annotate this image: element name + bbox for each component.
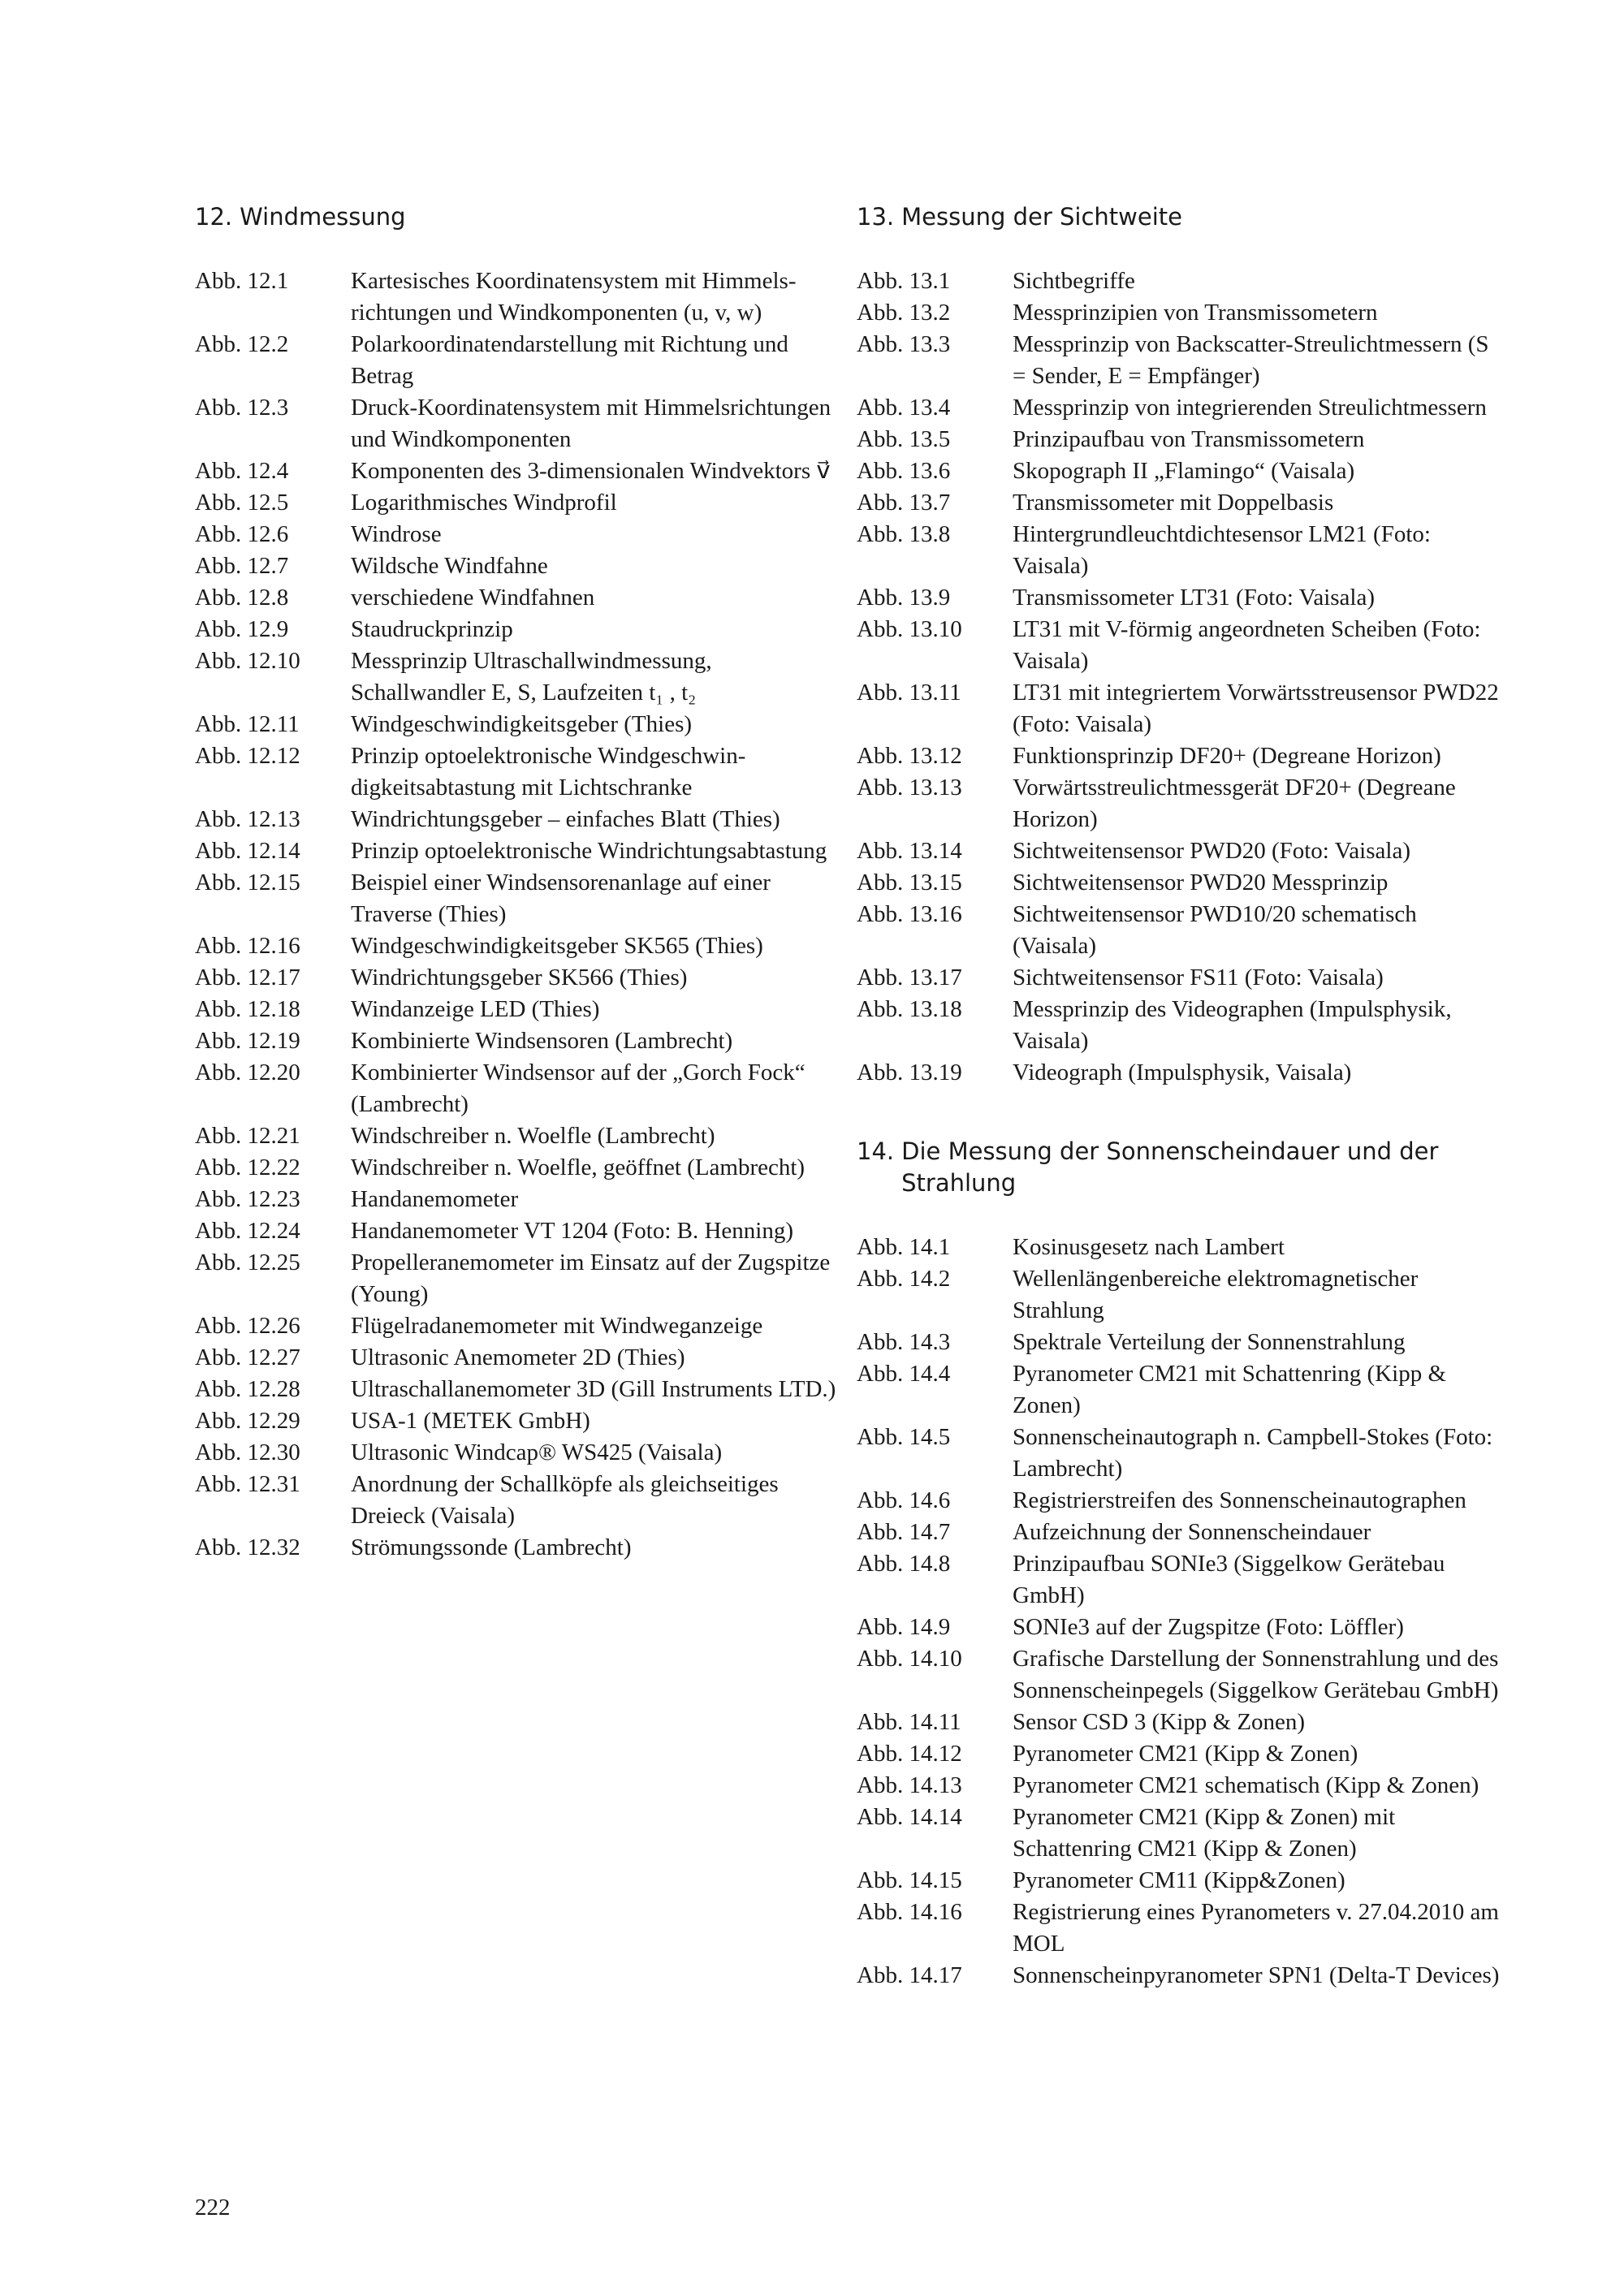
figure-number: Abb. 12.5 bbox=[195, 490, 289, 516]
figure-number: Abb. 12.12 bbox=[195, 743, 300, 769]
figure-number: Abb. 12.7 bbox=[195, 553, 289, 579]
figure-number: Abb. 13.15 bbox=[857, 870, 962, 896]
figure-number: Abb. 14.16 bbox=[857, 1899, 962, 1925]
figure-list-item bbox=[195, 519, 844, 550]
right-column bbox=[857, 201, 1506, 2039]
figure-caption: Ultrasonic Anemometer 2D (Thies) bbox=[351, 1344, 685, 1370]
figure-list-item bbox=[857, 677, 1506, 740]
figure-list-item bbox=[857, 835, 1506, 867]
figure-number: Abb. 13.7 bbox=[857, 490, 951, 516]
figure-number: Abb. 13.2 bbox=[857, 300, 951, 326]
figure-number: Abb. 12.16 bbox=[195, 933, 300, 959]
figure-list-item bbox=[857, 1422, 1506, 1485]
figure-caption: Sichtweitensensor PWD20 (Foto: Vaisala) bbox=[1013, 838, 1410, 864]
figure-caption: Sensor CSD 3 (Kipp & Zonen) bbox=[1013, 1709, 1306, 1735]
figure-list-item bbox=[857, 1548, 1506, 1612]
section-12 bbox=[195, 201, 844, 1564]
figure-number: Abb. 12.24 bbox=[195, 1218, 300, 1244]
figure-caption: Ultraschallanemometer 3D (Gill Instruments LTD.) bbox=[351, 1376, 836, 1402]
figure-list-item bbox=[195, 709, 844, 740]
figure-caption: Windgeschwindigkeitsgeber (Thies) bbox=[351, 711, 693, 737]
figure-number: Abb. 12.14 bbox=[195, 838, 300, 864]
figure-number: Abb. 14.12 bbox=[857, 1741, 962, 1767]
section-title: Die Messung der Sonnenscheindauer und der Strahlung bbox=[901, 1137, 1439, 1197]
figure-caption: Polarkoordinatendarstellung mit Richtung und Betrag bbox=[351, 331, 788, 389]
figure-number: Abb. 12.28 bbox=[195, 1376, 300, 1402]
figure-list-item bbox=[857, 1707, 1506, 1738]
figure-list-item bbox=[857, 582, 1506, 614]
figure-caption: Spektrale Verteilung der Sonnenstrahlung bbox=[1013, 1329, 1406, 1355]
figure-list-item bbox=[195, 1025, 844, 1057]
figure-number: Abb. 12.2 bbox=[195, 331, 289, 357]
section-heading bbox=[857, 1136, 1506, 1199]
figure-number: Abb. 12.23 bbox=[195, 1186, 300, 1212]
figure-list-item bbox=[195, 804, 844, 835]
figure-caption: Wellenlängenbereiche elektromagnetischer Strahlung bbox=[1013, 1266, 1419, 1323]
figure-list-item bbox=[195, 1215, 844, 1247]
figure-caption: Grafische Darstellung der Sonnenstrahlung und des Sonnenscheinpegels (Siggelkow Gerätebau GmbH) bbox=[1013, 1646, 1499, 1703]
figure-caption: Propelleranemometer im Einsatz auf der Zugspitze (Young) bbox=[351, 1249, 831, 1307]
figure-number: Abb. 12.22 bbox=[195, 1154, 300, 1180]
figure-caption: Vorwärtsstreulichtmessgerät DF20+ (Degreane Horizon) bbox=[1013, 775, 1456, 832]
figure-list-item bbox=[857, 614, 1506, 677]
figure-number: Abb. 12.10 bbox=[195, 648, 300, 674]
figure-number: Abb. 12.3 bbox=[195, 395, 289, 421]
figure-caption: Sichtweitensensor PWD10/20 schematisch (Vaisala) bbox=[1013, 901, 1417, 959]
figure-list-item bbox=[857, 487, 1506, 519]
figure-caption: Prinzipaufbau von Transmissometern bbox=[1013, 426, 1365, 452]
figure-caption: Windrichtungsgeber SK566 (Thies) bbox=[351, 965, 688, 990]
figure-caption: Messprinzipien von Transmissometern bbox=[1013, 300, 1378, 326]
figure-number: Abb. 12.4 bbox=[195, 458, 289, 484]
figure-number: Abb. 13.11 bbox=[857, 680, 961, 706]
figure-list-item bbox=[195, 265, 844, 329]
figure-list-item bbox=[857, 1358, 1506, 1422]
figure-caption: Messprinzip des Videographen (Impulsphysik, Vaisala) bbox=[1013, 996, 1452, 1054]
figure-list-item bbox=[857, 329, 1506, 392]
figure-list-item bbox=[857, 1232, 1506, 1263]
figure-number: Abb. 12.30 bbox=[195, 1439, 300, 1465]
figure-number: Abb. 14.1 bbox=[857, 1234, 951, 1260]
figure-number: Abb. 13.10 bbox=[857, 616, 962, 642]
figure-number: Abb. 13.17 bbox=[857, 965, 962, 990]
figure-caption: Windrose bbox=[351, 521, 442, 547]
figure-list-item bbox=[195, 329, 844, 392]
figure-number: Abb. 13.18 bbox=[857, 996, 962, 1022]
figure-list-item bbox=[857, 962, 1506, 994]
figure-list-item bbox=[195, 835, 844, 867]
figure-list-item bbox=[857, 867, 1506, 899]
figure-number: Abb. 14.8 bbox=[857, 1551, 951, 1577]
figure-number: Abb. 13.16 bbox=[857, 901, 962, 927]
figure-caption: Transmissometer LT31 (Foto: Vaisala) bbox=[1013, 585, 1376, 611]
figure-number: Abb. 14.14 bbox=[857, 1804, 962, 1830]
figure-list-item bbox=[195, 1057, 844, 1120]
figure-number: Abb. 14.3 bbox=[857, 1329, 951, 1355]
figure-number: Abb. 12.32 bbox=[195, 1534, 300, 1560]
figure-caption: Sichtweitensensor FS11 (Foto: Vaisala) bbox=[1013, 965, 1384, 990]
figure-caption: Flügelradanemometer mit Windweganzeige bbox=[351, 1313, 763, 1339]
figure-number: Abb. 14.17 bbox=[857, 1962, 962, 1988]
figure-list-item bbox=[857, 1770, 1506, 1802]
figure-list-item bbox=[857, 740, 1506, 772]
section-heading bbox=[857, 201, 1506, 233]
section-number: 12. bbox=[195, 203, 233, 231]
figure-list-item bbox=[195, 582, 844, 614]
figure-list-item bbox=[857, 1960, 1506, 1992]
figure-caption: LT31 mit integriertem Vorwärtsstreusensor PWD22 (Foto: Vaisala) bbox=[1013, 680, 1499, 737]
figure-caption: Prinzip optoelektronische Windrichtungsabtastung bbox=[351, 838, 827, 864]
section-number: 14. bbox=[857, 1137, 895, 1165]
figure-caption: SONIe3 auf der Zugspitze (Foto: Löffler) bbox=[1013, 1614, 1404, 1640]
section-14 bbox=[857, 1136, 1506, 1992]
figure-list-item bbox=[857, 1897, 1506, 1960]
figure-list-item bbox=[857, 1057, 1506, 1089]
left-column bbox=[195, 201, 844, 1611]
figure-list-item bbox=[857, 994, 1506, 1057]
figure-number: Abb. 14.9 bbox=[857, 1614, 951, 1640]
figure-caption: LT31 mit V-förmig angeordneten Scheiben (Foto: Vaisala) bbox=[1013, 616, 1481, 674]
figure-caption: Komponenten des 3-dimensionalen Windvektors v⃗ bbox=[351, 458, 831, 484]
section-title: Windmessung bbox=[240, 203, 406, 231]
figure-number: Abb. 12.27 bbox=[195, 1344, 300, 1370]
figure-caption: Messprinzip von integrierenden Streulichtmessern bbox=[1013, 395, 1487, 421]
figure-number: Abb. 14.10 bbox=[857, 1646, 962, 1672]
figure-list-item bbox=[195, 867, 844, 930]
figure-list-item bbox=[195, 1310, 844, 1342]
figure-number: Abb. 13.12 bbox=[857, 743, 962, 769]
figure-list-item bbox=[195, 1120, 844, 1152]
figure-list-item bbox=[857, 1643, 1506, 1707]
figure-number: Abb. 12.18 bbox=[195, 996, 300, 1022]
figure-number: Abb. 13.8 bbox=[857, 521, 951, 547]
figure-list-item bbox=[195, 1374, 844, 1405]
figure-caption: Aufzeichnung der Sonnenscheindauer bbox=[1013, 1519, 1371, 1545]
figure-list-item bbox=[857, 1327, 1506, 1358]
page-number: 222 bbox=[195, 2195, 231, 2220]
figure-number: Abb. 12.17 bbox=[195, 965, 300, 990]
figure-caption: Skopograph II „Flamingo“ (Vaisala) bbox=[1013, 458, 1355, 484]
figure-caption: Pyranometer CM21 (Kipp & Zonen) mit Schattenring CM21 (Kipp & Zonen) bbox=[1013, 1804, 1396, 1862]
figure-list-item bbox=[857, 455, 1506, 487]
figure-list-item bbox=[857, 1485, 1506, 1517]
figure-caption: Kosinusgesetz nach Lambert bbox=[1013, 1234, 1285, 1260]
figure-caption: Videograph (Impulsphysik, Vaisala) bbox=[1013, 1060, 1352, 1085]
figure-number: Abb. 12.21 bbox=[195, 1123, 300, 1149]
figure-caption: verschiedene Windfahnen bbox=[351, 585, 595, 611]
figure-number: Abb. 13.14 bbox=[857, 838, 962, 864]
figure-number: Abb. 12.13 bbox=[195, 806, 300, 832]
figure-list-item bbox=[195, 962, 844, 994]
figure-number: Abb. 14.13 bbox=[857, 1772, 962, 1798]
figure-number: Abb. 13.6 bbox=[857, 458, 951, 484]
figure-list-item bbox=[195, 614, 844, 645]
figure-list-item bbox=[857, 1802, 1506, 1865]
figure-caption: Sonnenscheinautograph n. Campbell-Stokes (Foto: Lambrecht) bbox=[1013, 1424, 1493, 1482]
section-number: 13. bbox=[857, 203, 895, 231]
figure-caption: Strömungssonde (Lambrecht) bbox=[351, 1534, 632, 1560]
figure-number: Abb. 12.25 bbox=[195, 1249, 300, 1275]
section-13 bbox=[857, 201, 1506, 1089]
section-heading bbox=[195, 201, 844, 233]
figure-number: Abb. 12.15 bbox=[195, 870, 300, 896]
figure-caption: Anordnung der Schallköpfe als gleichseitiges Dreieck (Vaisala) bbox=[351, 1471, 779, 1529]
figure-list-item bbox=[857, 424, 1506, 455]
figure-list-item bbox=[195, 455, 844, 487]
section-title: Messung der Sichtweite bbox=[901, 203, 1182, 231]
figure-list-item bbox=[195, 487, 844, 519]
figure-caption: Windrichtungsgeber – einfaches Blatt (Thies) bbox=[351, 806, 780, 832]
figure-caption: Windanzeige LED (Thies) bbox=[351, 996, 600, 1022]
figure-caption: Pyranometer CM21 schematisch (Kipp & Zonen) bbox=[1013, 1772, 1479, 1798]
figure-caption: Registrierstreifen des Sonnenscheinautographen bbox=[1013, 1487, 1466, 1513]
figure-caption: Windschreiber n. Woelfle (Lambrecht) bbox=[351, 1123, 715, 1149]
figure-number: Abb. 14.6 bbox=[857, 1487, 951, 1513]
figure-caption: Druck-Koordinatensystem mit Himmelsrichtungen und Windkomponenten bbox=[351, 395, 831, 452]
figure-number: Abb. 13.3 bbox=[857, 331, 951, 357]
figure-caption: Pyranometer CM11 (Kipp&Zonen) bbox=[1013, 1867, 1345, 1893]
figure-list-item bbox=[857, 297, 1506, 329]
figure-caption: Registrierung eines Pyranometers v. 27.04.2010 am MOL bbox=[1013, 1899, 1499, 1957]
figure-list-item bbox=[857, 265, 1506, 297]
figure-list-item bbox=[857, 519, 1506, 582]
figure-list-item bbox=[195, 1342, 844, 1374]
figure-number: Abb. 12.26 bbox=[195, 1313, 300, 1339]
figure-caption: Kombinierter Windsensor auf der „Gorch Fock“ (Lambrecht) bbox=[351, 1060, 806, 1117]
figure-list-item bbox=[195, 1152, 844, 1184]
figure-caption: Staudruckprinzip bbox=[351, 616, 513, 642]
figure-number: Abb. 14.7 bbox=[857, 1519, 951, 1545]
figure-caption: Prinzipaufbau SONIe3 (Siggelkow Gerätebau GmbH) bbox=[1013, 1551, 1445, 1608]
figure-list-item bbox=[857, 392, 1506, 424]
figure-list-item bbox=[857, 1738, 1506, 1770]
figure-caption: Messprinzip von Backscatter-Streulichtmessern (S = Sender, E = Empfänger) bbox=[1013, 331, 1489, 389]
figure-caption: Funktionsprinzip DF20+ (Degreane Horizon) bbox=[1013, 743, 1441, 769]
figure-number: Abb. 12.29 bbox=[195, 1408, 300, 1434]
figure-list-item bbox=[195, 392, 844, 455]
figure-number: Abb. 12.6 bbox=[195, 521, 289, 547]
figure-number: Abb. 13.1 bbox=[857, 268, 951, 294]
figure-list-item bbox=[195, 994, 844, 1025]
figure-list-item bbox=[195, 930, 844, 962]
figure-caption: Sonnenscheinpyranometer SPN1 (Delta-T Devices) bbox=[1013, 1962, 1500, 1988]
figure-number: Abb. 14.11 bbox=[857, 1709, 961, 1735]
figure-caption: Logarithmisches Windprofil bbox=[351, 490, 617, 516]
figure-list-item bbox=[195, 550, 844, 582]
figure-caption: Transmissometer mit Doppelbasis bbox=[1013, 490, 1334, 516]
figure-list-item bbox=[857, 899, 1506, 962]
figure-caption: Kartesisches Koordinatensystem mit Himmelsrichtungen und Windkomponenten (u, v, w) bbox=[351, 268, 797, 326]
figure-list-item bbox=[857, 772, 1506, 835]
figure-number: Abb. 12.9 bbox=[195, 616, 289, 642]
figure-number: Abb. 12.11 bbox=[195, 711, 300, 737]
figure-number: Abb. 13.9 bbox=[857, 585, 951, 611]
figure-caption: Windschreiber n. Woelfle, geöffnet (Lambrecht) bbox=[351, 1154, 806, 1180]
figure-list-item bbox=[857, 1517, 1506, 1548]
figure-caption: Handanemometer VT 1204 (Foto: B. Henning) bbox=[351, 1218, 794, 1244]
figure-caption: Kombinierte Windsensoren (Lambrecht) bbox=[351, 1028, 733, 1054]
figure-number: Abb. 14.2 bbox=[857, 1266, 951, 1292]
figure-number: Abb. 14.15 bbox=[857, 1867, 962, 1893]
figure-caption: Sichtbegriffe bbox=[1013, 268, 1135, 294]
figure-list-item bbox=[195, 1437, 844, 1469]
figure-list-item bbox=[195, 1405, 844, 1437]
figure-caption: Messprinzip Ultraschallwindmessung, Schallwandler E, S, Laufzeiten t₁ , t₂ bbox=[351, 648, 712, 706]
figure-caption: Hintergrundleuchtdichtesensor LM21 (Foto: Vaisala) bbox=[1013, 521, 1431, 579]
figure-list-item bbox=[195, 1184, 844, 1215]
figure-caption: Ultrasonic Windcap® WS425 (Vaisala) bbox=[351, 1439, 723, 1465]
figure-list-item bbox=[195, 1469, 844, 1532]
figure-number: Abb. 12.20 bbox=[195, 1060, 300, 1085]
figure-caption: Beispiel einer Windsensorenanlage auf einer Traverse (Thies) bbox=[351, 870, 771, 927]
figure-list-item bbox=[195, 1247, 844, 1310]
figure-number: Abb. 13.13 bbox=[857, 775, 962, 801]
figure-list-item bbox=[857, 1612, 1506, 1643]
figure-caption: Sichtweitensensor PWD20 Messprinzip bbox=[1013, 870, 1389, 896]
figure-number: Abb. 14.5 bbox=[857, 1424, 951, 1450]
figure-list-item bbox=[195, 740, 844, 804]
figure-list-item bbox=[857, 1865, 1506, 1897]
figure-caption: Prinzip optoelektronische Windgeschwindigkeitsabtastung mit Lichtschranke bbox=[351, 743, 746, 801]
figure-number: Abb. 12.1 bbox=[195, 268, 289, 294]
figure-caption: Wildsche Windfahne bbox=[351, 553, 548, 579]
figure-caption: Windgeschwindigkeitsgeber SK565 (Thies) bbox=[351, 933, 763, 959]
figure-list-item bbox=[195, 1532, 844, 1564]
figure-caption: Pyranometer CM21 mit Schattenring (Kipp & Zonen) bbox=[1013, 1361, 1447, 1418]
figure-caption: Pyranometer CM21 (Kipp & Zonen) bbox=[1013, 1741, 1358, 1767]
figure-list-item bbox=[195, 645, 844, 709]
figure-number: Abb. 13.5 bbox=[857, 426, 951, 452]
figure-number: Abb. 14.4 bbox=[857, 1361, 951, 1387]
figure-number: Abb. 12.31 bbox=[195, 1471, 300, 1497]
figure-number: Abb. 12.8 bbox=[195, 585, 289, 611]
figure-number: Abb. 13.4 bbox=[857, 395, 951, 421]
figure-list-item bbox=[857, 1263, 1506, 1327]
figure-caption: USA-1 (METEK GmbH) bbox=[351, 1408, 590, 1434]
figure-number: Abb. 12.19 bbox=[195, 1028, 300, 1054]
figure-caption: Handanemometer bbox=[351, 1186, 519, 1212]
figure-number: Abb. 13.19 bbox=[857, 1060, 962, 1085]
